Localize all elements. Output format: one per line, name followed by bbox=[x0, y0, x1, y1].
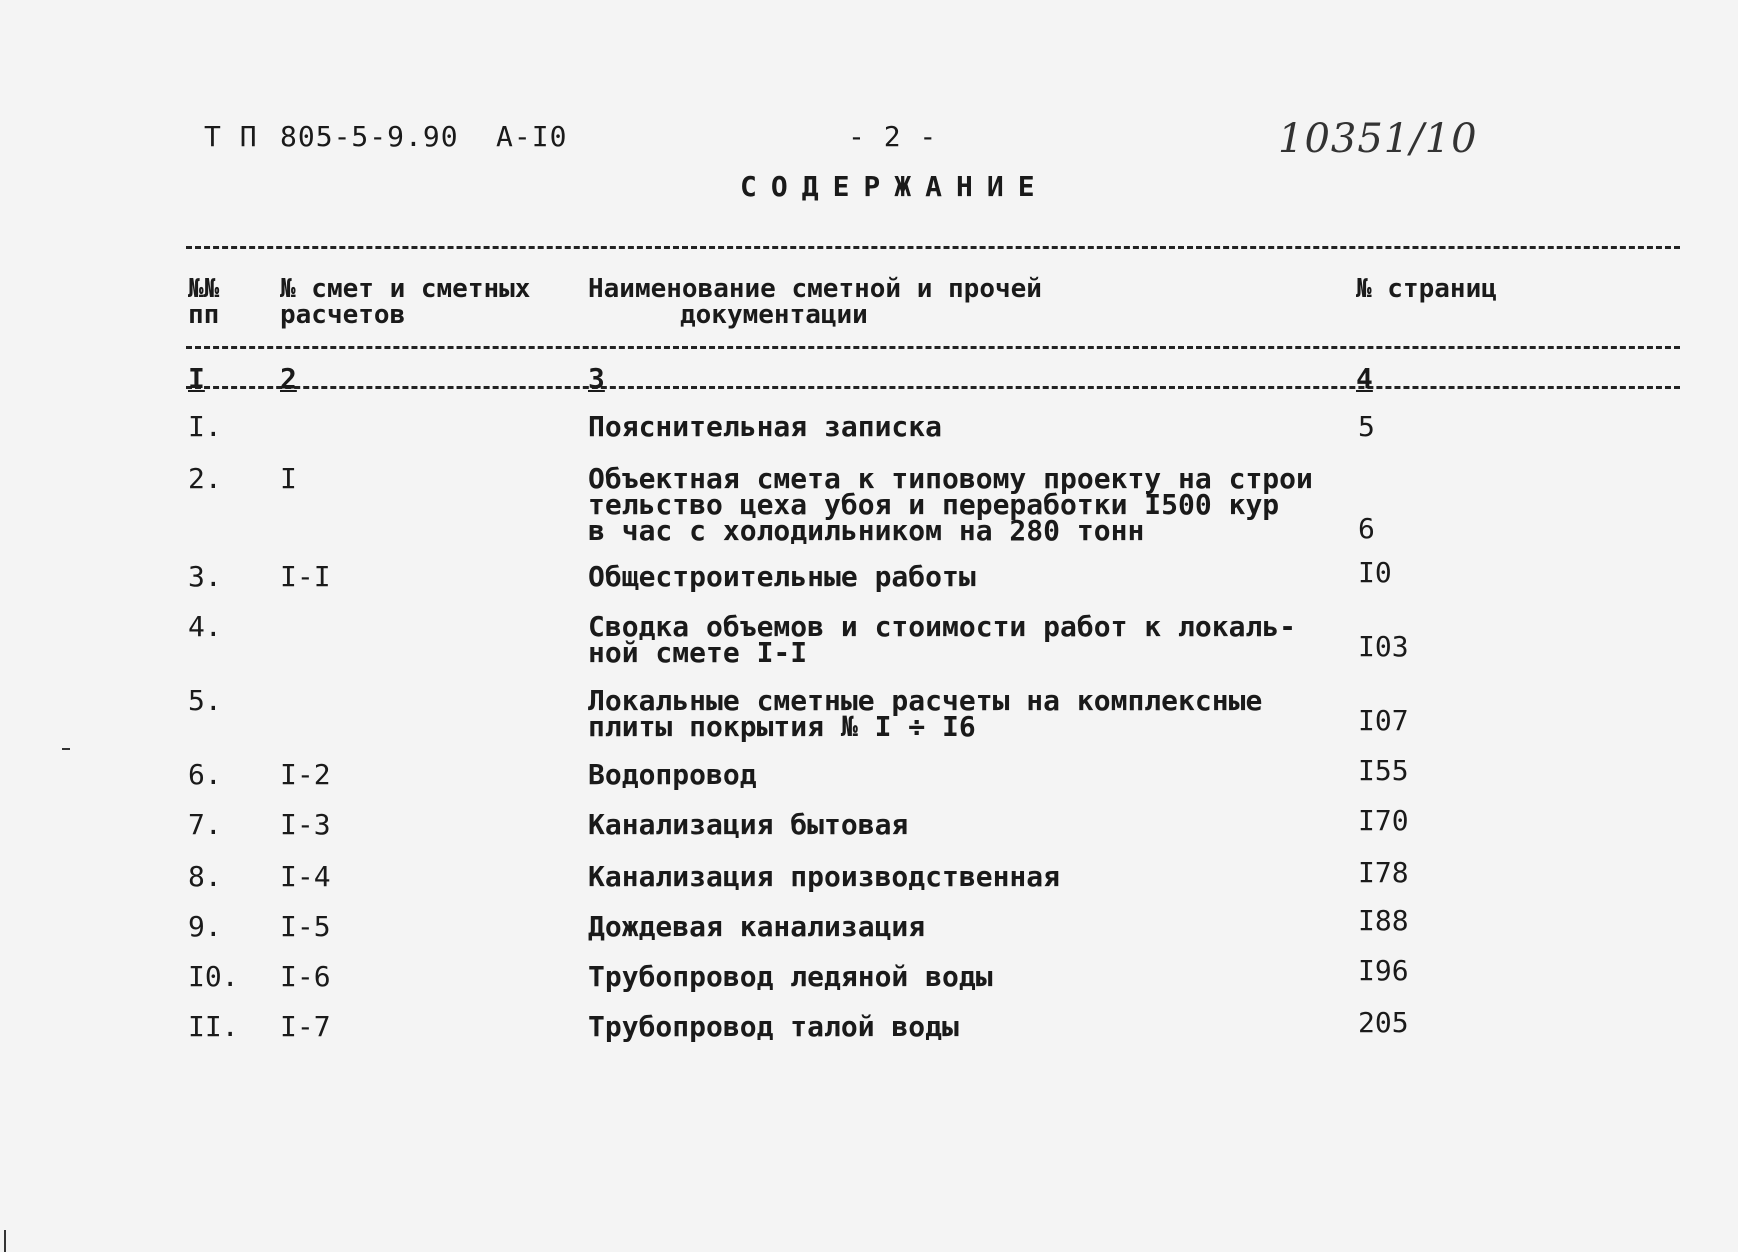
row-document-name-line: Общестроительные работы bbox=[588, 560, 976, 593]
row-number: 8. bbox=[188, 860, 222, 893]
row-document-name-line: Сводка объемов и стоимости работ к локаль- bbox=[588, 610, 1297, 643]
row-document-name-line: тельство цеха убоя и переработки I500 кур bbox=[588, 488, 1280, 521]
tp-code: 805-5-9.90 bbox=[280, 120, 459, 153]
row-estimate-code: I-4 bbox=[280, 860, 331, 893]
column-header-page: № страниц bbox=[1356, 274, 1497, 304]
table-top-rule bbox=[186, 246, 1680, 249]
row-page-number: I0 bbox=[1358, 556, 1392, 589]
row-document-name bbox=[588, 860, 1061, 893]
row-document-name-line: Водопровод bbox=[588, 758, 757, 791]
column-header-name-line2: документации bbox=[680, 300, 868, 330]
row-estimate-code: I bbox=[280, 462, 297, 495]
row-estimate-code: I-5 bbox=[280, 910, 331, 943]
row-page-number: I88 bbox=[1358, 904, 1409, 937]
row-estimate-code: I-3 bbox=[280, 808, 331, 841]
row-document-name-line: Трубопровод талой воды bbox=[588, 1010, 959, 1043]
row-document-name bbox=[588, 808, 909, 841]
row-page-number: I70 bbox=[1358, 804, 1409, 837]
scan-edge-mark bbox=[4, 1230, 6, 1252]
row-document-name-line: Канализация производственная bbox=[588, 860, 1061, 893]
column-header-num bbox=[188, 276, 219, 328]
row-estimate-code: I-7 bbox=[280, 1010, 331, 1043]
row-page-number: I03 bbox=[1358, 630, 1409, 663]
column-number-2: 2 bbox=[280, 362, 297, 395]
row-number: 9. bbox=[188, 910, 222, 943]
row-number: 2. bbox=[188, 462, 222, 495]
column-numbers-rule bbox=[186, 386, 1680, 389]
column-header-num-line2: пп bbox=[188, 300, 220, 330]
scan-margin-mark bbox=[62, 748, 70, 750]
row-number: I0. bbox=[188, 960, 239, 993]
row-document-name-line: Дождевая канализация bbox=[588, 910, 926, 943]
row-page-number: I07 bbox=[1358, 704, 1409, 737]
row-document-name bbox=[588, 960, 993, 993]
row-number: 6. bbox=[188, 758, 222, 791]
page-title: СОДЕРЖАНИЕ bbox=[740, 170, 1049, 203]
tp-prefix: Т П bbox=[204, 120, 258, 153]
row-document-name bbox=[588, 1010, 959, 1043]
row-document-name-line: Канализация бытовая bbox=[588, 808, 909, 841]
column-header-code bbox=[280, 276, 530, 328]
row-document-name bbox=[588, 462, 1313, 547]
row-document-name-line: плиты покрытия № I ÷ I6 bbox=[588, 710, 976, 743]
row-document-name bbox=[588, 610, 1297, 669]
page-number: - 2 - bbox=[848, 120, 938, 153]
row-document-name-line: в час с холодильником на 280 тонн bbox=[588, 514, 1145, 547]
row-page-number: I96 bbox=[1358, 954, 1409, 987]
row-estimate-code: I-I bbox=[280, 560, 331, 593]
album-code: А-I0 bbox=[496, 120, 568, 153]
row-document-name-line: Пояснительная записка bbox=[588, 410, 943, 443]
column-header-code-line2: расчетов bbox=[280, 300, 406, 330]
column-header-code-line1: № смет и сметных bbox=[280, 274, 531, 304]
row-document-name-line: ной смете I-I bbox=[588, 636, 808, 669]
column-header-num-line1: №№ bbox=[188, 274, 220, 304]
row-document-name bbox=[588, 560, 976, 593]
row-document-name-line: Локальные сметные расчеты на комплексные bbox=[588, 684, 1263, 717]
column-number-4: 4 bbox=[1356, 362, 1373, 395]
row-page-number: I55 bbox=[1358, 754, 1409, 787]
row-document-name bbox=[588, 684, 1263, 743]
row-estimate-code: I-6 bbox=[280, 960, 331, 993]
row-document-name-line: Объектная смета к типовому проекту на строи bbox=[588, 462, 1313, 495]
row-number: I. bbox=[188, 410, 222, 443]
row-page-number: I78 bbox=[1358, 856, 1409, 889]
row-document-name bbox=[588, 910, 926, 943]
inventory-number: 10351/10 bbox=[1278, 116, 1478, 162]
row-number: 7. bbox=[188, 808, 222, 841]
column-number-3: 3 bbox=[588, 362, 605, 395]
row-page-number: 6 bbox=[1358, 512, 1375, 545]
row-number: 5. bbox=[188, 684, 222, 717]
row-number: 4. bbox=[188, 610, 222, 643]
row-number: II. bbox=[188, 1010, 239, 1043]
column-header-name bbox=[588, 276, 1042, 328]
row-page-number: 5 bbox=[1358, 410, 1375, 443]
row-document-name-line: Трубопровод ледяной воды bbox=[588, 960, 993, 993]
row-document-name bbox=[588, 410, 943, 443]
header-bottom-rule bbox=[186, 346, 1680, 349]
column-number-1: I bbox=[188, 362, 205, 395]
row-number: 3. bbox=[188, 560, 222, 593]
column-header-name-line1: Наименование сметной и прочей bbox=[588, 274, 1042, 304]
row-page-number: 205 bbox=[1358, 1006, 1409, 1039]
row-document-name bbox=[588, 758, 757, 791]
row-estimate-code: I-2 bbox=[280, 758, 331, 791]
